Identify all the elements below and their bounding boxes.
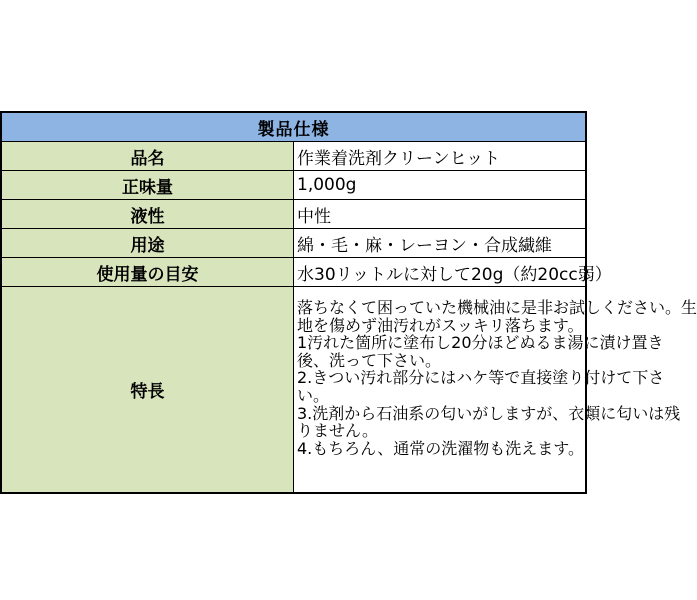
row-value-dosage: 水30リットルに対して20g（約20cc弱） — [294, 258, 587, 287]
table-row — [1, 229, 586, 258]
title-row — [1, 112, 586, 142]
table-row — [1, 200, 586, 229]
row-label-features: 特長 — [1, 287, 294, 493]
table-row — [1, 258, 586, 287]
table-row-features — [1, 287, 586, 493]
row-label-liquid-type: 液性 — [1, 200, 294, 229]
feature-line: 3.洗剤から石油系の匂いがしますが、衣類に匂いは残 — [297, 403, 681, 423]
feature-line: い。 — [297, 385, 330, 405]
feature-line: りません。 — [297, 421, 378, 441]
feature-line: 2.きつい汚れ部分にはハケ等で直接塗り付けて下さ — [297, 368, 665, 388]
row-value-features — [294, 287, 697, 493]
product-spec-table — [0, 111, 697, 494]
row-value-net-weight: 1,000g — [294, 171, 587, 200]
feature-line: 1汚れた箇所に塗布し20分ほどぬるま湯に漬け置き — [297, 333, 664, 353]
row-value-product-name: 作業着洗剤クリーンヒット — [294, 142, 587, 171]
feature-line: 後、洗って下さい。 — [297, 350, 442, 370]
row-label-net-weight: 正味量 — [1, 171, 294, 200]
feature-line: 地を傷めず油汚れがスッキリ落ちます。 — [297, 315, 584, 335]
row-label-product-name: 品名 — [1, 142, 294, 171]
row-value-usage: 綿・毛・麻・レーヨン・合成繊維 — [294, 229, 587, 258]
feature-line: 落ちなくて困っていた機械油に是非お試しください。生 — [297, 298, 697, 317]
row-label-dosage: 使用量の目安 — [1, 258, 294, 287]
table-row — [1, 171, 586, 200]
table-title: 製品仕様 — [1, 112, 586, 142]
feature-line: 4.もちろん、通常の洗濯物も洗えます。 — [297, 438, 584, 458]
row-label-usage: 用途 — [1, 229, 294, 258]
row-value-liquid-type: 中性 — [294, 200, 587, 229]
table-row — [1, 142, 586, 171]
